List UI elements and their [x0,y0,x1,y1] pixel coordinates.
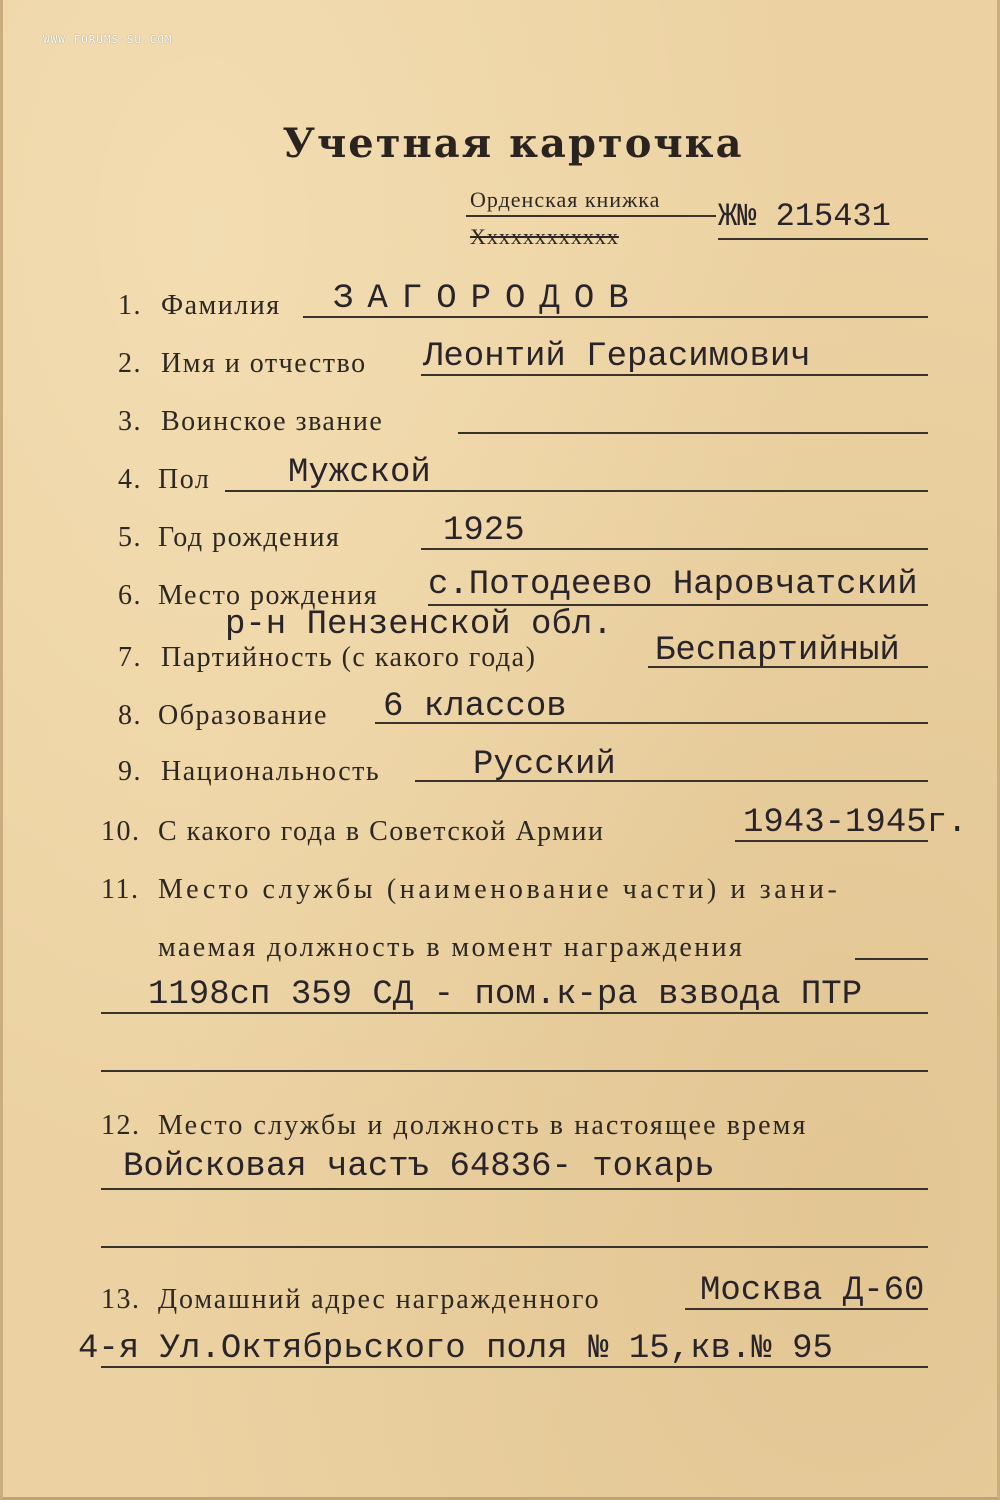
field-11-label-continued: маемая должность в момент награждения [158,932,745,963]
book-label-line [466,215,716,217]
field-11-label: Место службы (наименование части) и зани- [158,874,841,905]
field-5-number: 5. [118,522,142,553]
field-3-line [458,432,928,434]
field-4-value: Мужской [288,454,431,492]
field-13-line [685,1308,928,1310]
field-4-line [225,490,928,492]
field-9-line [415,780,928,782]
field-8-label: Образование [158,700,328,731]
field-13-number: 13. [101,1284,141,1315]
field-12-value: Войсковая частъ 64836- токарь [123,1148,715,1186]
field-5-label: Год рождения [158,522,341,553]
field-13-value: Москва Д-60 [700,1272,925,1310]
field-2-line [421,374,928,376]
field-8-line [375,722,928,724]
field-9-label: Национальность [161,756,381,787]
field-8-number: 8. [118,700,142,731]
field-13-line-extra [101,1366,928,1368]
field-6-value-continued: р-н Пензенской обл. [225,606,613,644]
field-4-label: Пол [158,464,211,495]
field-10-value: 1943-1945г. [743,804,968,842]
field-13-label: Домашний адрес награжденного [158,1284,601,1315]
book-number-line [718,238,928,240]
field-11-line [101,1012,928,1014]
field-6-number: 6. [118,580,142,611]
field-11-label-line [855,958,928,960]
card-title: Учетная карточка [282,120,744,167]
field-9-number: 9. [118,756,142,787]
field-11-value: 1198сп 359 СД - пом.к-ра взвода ПТР [148,976,863,1014]
field-1-number: 1. [118,290,142,321]
field-10-label: С какого года в Советской Армии [158,816,605,847]
field-6-label: Место рождения [158,580,379,611]
field-12-number: 12. [101,1110,141,1141]
field-12-line-extra [101,1246,928,1248]
field-2-label: Имя и отчество [161,348,367,379]
book-struck-text: Хххххххххххх [470,224,619,249]
field-12-label: Место службы и должность в настоящее время [158,1110,808,1141]
field-2-number: 2. [118,348,142,379]
field-1-line [303,316,928,318]
book-label: Орденская книжка [470,187,661,212]
field-6-value: с.Потодеево Наровчатский [428,566,918,604]
book-number: Ж№ 215431 [718,198,891,235]
field-5-value: 1925 [443,512,525,550]
field-5-line [421,548,928,550]
field-13-value-continued: 4-я Ул.Октябрьского поля № 15,кв.№ 95 [78,1330,833,1368]
field-11-number: 11. [101,874,140,905]
field-11-line-extra [101,1070,928,1072]
field-10-line [735,840,928,842]
field-1-label: Фамилия [161,290,281,321]
field-3-number: 3. [118,406,142,437]
field-7-value: Беспартийный [655,632,900,670]
field-3-label: Воинское звание [161,406,384,437]
field-7-number: 7. [118,642,142,673]
field-10-number: 10. [101,816,141,847]
field-7-label: Партийность (с какого года) [161,642,537,673]
field-2-value: Леонтий Герасимович [423,338,811,376]
field-1-value: ЗАГОРОДОВ [333,280,643,318]
field-9-value: Русский [473,746,616,784]
field-7-line [648,666,928,668]
field-12-line [101,1188,928,1190]
watermark: WWW.FORUMS-SU.COM [43,33,173,46]
field-4-number: 4. [118,464,142,495]
field-8-value: 6 классов [383,688,567,726]
